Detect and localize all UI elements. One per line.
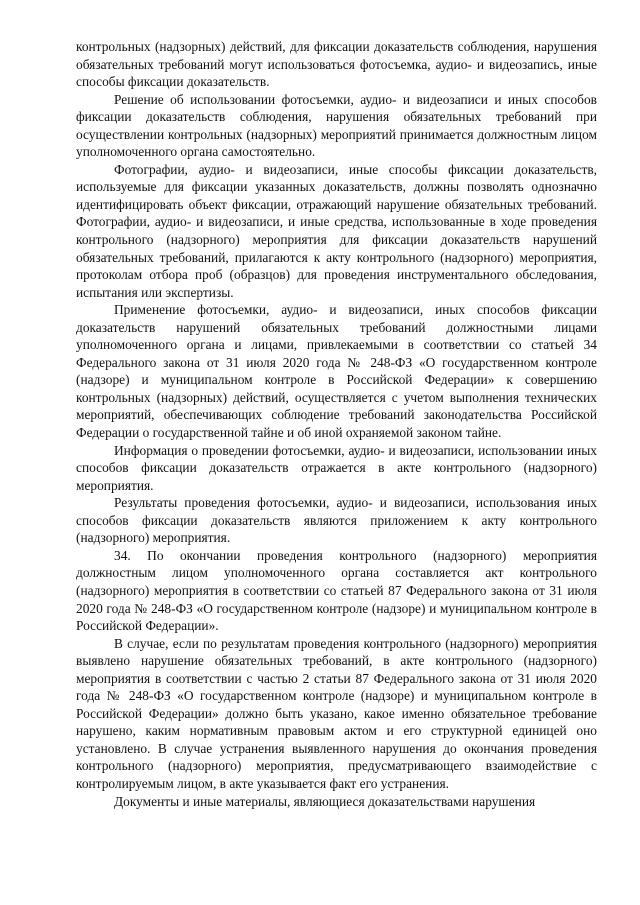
document-page bbox=[76, 38, 597, 810]
paragraph-evidence-documents: Документы и иные материалы, являющиеся доказательствами нарушения bbox=[114, 793, 536, 809]
paragraph-photo-information: Информация о проведении фотосъемки, аудио- и видеозаписи, использовании иных способов фиксации доказательств отражается в акте контрольного (надзорного) мероприятия. bbox=[76, 442, 597, 493]
paragraph-photo-results: Результаты проведения фотосъемки, аудио- и видеозаписи, использования иных способов фиксации доказательств являются приложением к акту контрольного (надзорного) мероприятия. bbox=[76, 495, 597, 546]
paragraph-photo-decision: Решение об использовании фотосъемки, аудио- и видеозаписи и иных способов фиксации доказательств соблюдения, нарушения обязательных требований при осуществлении контрольных (надзорных) мероприятий принимается должностным лицом уполномоченного органа самостоятельно. bbox=[76, 91, 597, 160]
paragraph-photo-requirements: Фотографии, аудио- и видеозаписи, иные способы фиксации доказательств, используемые для фиксации указанных доказательств, должны позволять однозначно идентифицировать объект фиксации, отражающий нарушение обязательных требований. Фотографии, аудио- и видеозаписи, и иные средства, использованные в ходе проведения контрольного (надзорного) мероприятия для фиксации доказательств нарушений обязательных требований, прилагаются к акту контрольного (надзорного) мероприятия, протоколам отбора проб (образцов) для проведения инструментального обследования, испытания или экспертизы. bbox=[76, 161, 597, 300]
paragraph-photo-application: Применение фотосъемки, аудио- и видеозаписи, иных способов фиксации доказательств нарушений обязательных требований должностными лицами уполномоченного органа и лицами, привлекаемыми в соответствии со статьей 34 Федерального закона от 31 июля 2020 года № 248-ФЗ «О государственном контроле (надзоре) и муниципальном контроле в Российской Федерации» к совершению контрольных (надзорных) действий, осуществляется с учетом выполнения технических мероприятий, обеспечивающих соблюдение требований законодательства Российской Федерации о государственной тайне и об иной охраняемой законом тайне. bbox=[76, 302, 597, 441]
paragraph-continuation: контрольных (надзорных) действий, для фиксации доказательств соблюдения, нарушения обязательных требований могут использоваться фотосъемка, аудио- и видеозапись, иные способы фиксации доказательств. bbox=[76, 39, 597, 90]
paragraph-clause-34: 34. По окончании проведения контрольного (надзорного) мероприятия должностным лицом уполномоченного органа составляется акт контрольного (надзорного) мероприятия в соответствии со статьей 87 Федерального закона от 31 июля 2020 года № 248-ФЗ «О государственном контроле (надзоре) и муниципальном контроле в Российской Федерации». bbox=[76, 547, 597, 634]
paragraph-violation-case: В случае, если по результатам проведения контрольного (надзорного) мероприятия выявлено нарушение обязательных требований, в акте контрольного (надзорного) мероприятия в соответствии с частью 2 статьи 87 Федерального закона от 31 июля 2020 года № 248-ФЗ «О государственном контроле (надзоре) и муниципальном контроле в Российской Федерации» должно быть указано, какое именно обязательное требование нарушено, каким нормативным правовым актом и его структурной единицей оно установлено. В случае устранения выявленного нарушения до окончания проведения контрольного (надзорного) мероприятия, предусматривающего взаимодействие с контролируемым лицом, в акте указывается факт его устранения. bbox=[76, 635, 597, 791]
